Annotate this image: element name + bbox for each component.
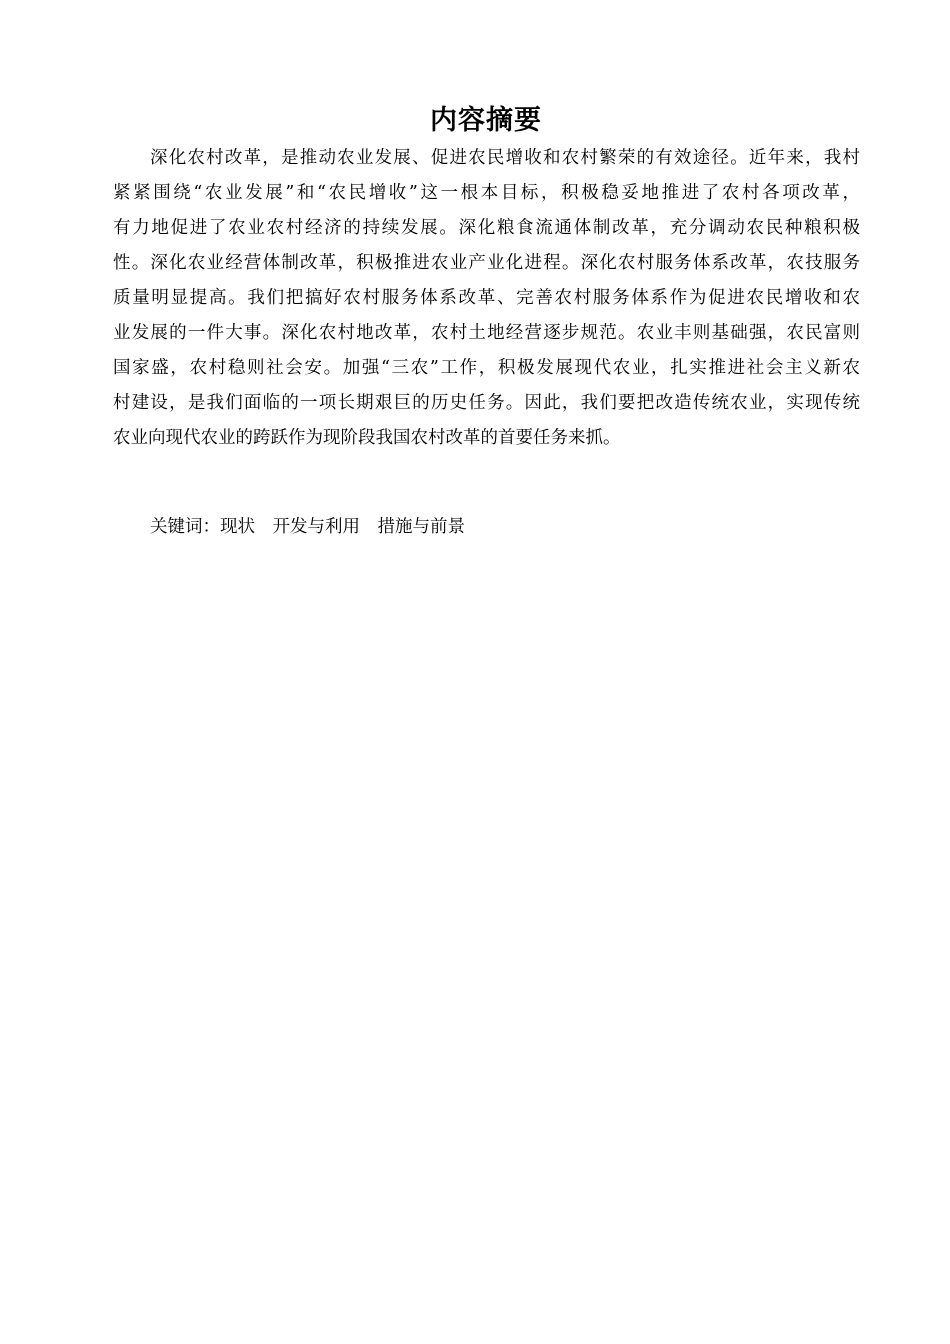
keywords-line [150, 510, 465, 545]
abstract-line: 国家盛，农村稳则社会安。加强“三农”工作，积极发展现代农业，扎实推进社会主义新农 [113, 358, 860, 378]
abstract-line: 村建设，是我们面临的一项长期艰巨的历史任务。因此，我们要把改造传统农业，实现传统 [113, 393, 860, 413]
abstract-line: 有力地促进了农业农村经济的持续发展。深化粮食流通体制改革，充分调动农民种粮积极 [113, 218, 860, 238]
abstract-line: 性。深化农业经营体制改革，积极推进农业产业化进程。深化农村服务体系改革，农技服务 [113, 253, 860, 273]
abstract-line: 紧紧围绕“农业发展”和“农民增收”这一根本目标，积极稳妥地推进了农村各项改革， [113, 183, 860, 203]
abstract-line: 质量明显提高。我们把搞好农村服务体系改革、完善农村服务体系作为促进农民增收和农 [113, 288, 860, 308]
abstract-line: 业发展的一件大事。深化农村地改革，农村土地经营逐步规范。农业丰则基础强，农民富则 [113, 323, 860, 343]
keywords-list: 现状 开发与利用 措施与前景 [220, 517, 465, 537]
abstract-paragraph [113, 141, 860, 456]
keywords-label: 关键词： [150, 517, 220, 537]
abstract-line: 农业向现代农业的跨跃作为现阶段我国农村改革的首要任务来抓。 [113, 428, 621, 448]
abstract-line: 深化农村改革，是推动农业发展、促进农民增收和农村繁荣的有效途径。近年来，我村 [150, 148, 860, 168]
page-title: 内容摘要 [430, 105, 542, 136]
